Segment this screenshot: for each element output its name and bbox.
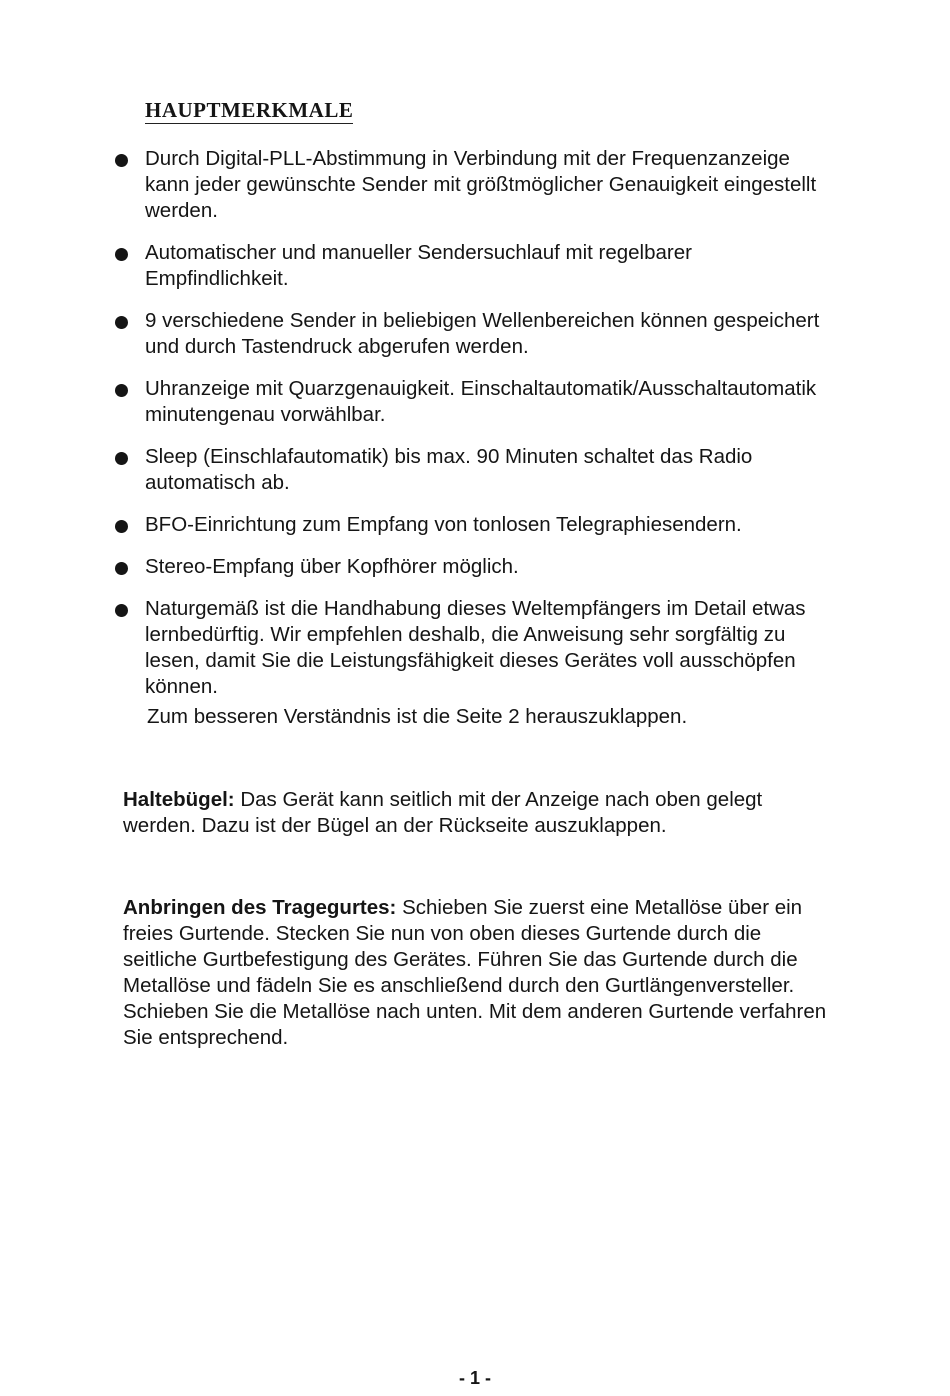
feature-text: Automatischer und manueller Sendersuchlauf mit regelbarer Empfindlichkeit. (145, 241, 692, 290)
list-item (115, 596, 835, 700)
tragegurt-label: Anbringen des Tragegurtes: (123, 896, 397, 919)
bullet-icon (115, 452, 128, 465)
bullet-icon (115, 520, 128, 533)
list-item (115, 444, 835, 496)
feature-text: Sleep (Einschlafautomatik) bis max. 90 Minuten schaltet das Radio automatisch ab. (145, 445, 753, 494)
foldout-note: Zum besseren Verständnis ist die Seite 2 herauszuklappen. (147, 705, 688, 728)
tragegurt-text: Schieben Sie zuerst eine Metallöse über ein freies Gurtende. Stecken Sie nun von oben dieses Gurtende durch die seitliche Gurtbefestigung des Gerätes. Führen Sie das Gurtende durch die Metallöse und fädeln Sie es anschließend durch den Gurtlängenversteller. Schieben Sie die Metallöse nach unten. Mit dem anderen Gurtende verfahren Sie entsprechend. (123, 896, 827, 1049)
list-item (115, 240, 835, 292)
feature-text: Naturgemäß ist die Handhabung dieses Weltempfängers im Detail etwas lernbedürftig. Wir empfehlen deshalb, die Anweisung sehr sorgfältig zu lesen, damit Sie die Leistungsfähigkeit dieses Gerätes voll ausschöpfen können. (145, 597, 806, 698)
bullet-icon (115, 384, 128, 397)
list-item (115, 308, 835, 360)
page-number: - 1 - (458, 1368, 491, 1388)
feature-text: 9 verschiedene Sender in beliebigen Wellenbereichen können gespeichert und durch Tastendruck abgerufen werden. (145, 309, 820, 358)
bullet-icon (115, 562, 128, 575)
haltebuegel-text: Das Gerät kann seitlich mit der Anzeige nach oben gelegt werden. Dazu ist der Bügel an der Rückseite auszuklappen. (123, 788, 763, 837)
bullet-icon (115, 248, 128, 261)
feature-text: Uhranzeige mit Quarzgenauigkeit. Einschaltautomatik/Ausschaltautomatik minutengenau vorwählbar. (145, 377, 817, 426)
section-heading: HAUPTMERKMALE (145, 98, 354, 122)
feature-list (115, 146, 835, 716)
feature-text: Durch Digital-PLL-Abstimmung in Verbindung mit der Frequenzanzeige kann jeder gewünschte Sender mit größtmöglicher Genauigkeit eingestellt werden. (145, 147, 817, 222)
list-item (115, 146, 835, 224)
list-item (115, 376, 835, 428)
list-item (115, 554, 835, 580)
bullet-icon (115, 154, 128, 167)
feature-text: BFO-Einrichtung zum Empfang von tonlosen Telegraphiesendern. (145, 513, 742, 536)
haltebuegel-paragraph (123, 787, 833, 839)
list-item (115, 512, 835, 538)
bullet-icon (115, 604, 128, 617)
tragegurt-paragraph (123, 895, 833, 1051)
haltebuegel-label: Haltebügel: (123, 788, 235, 811)
bullet-icon (115, 316, 128, 329)
feature-text: Stereo-Empfang über Kopfhörer möglich. (145, 555, 519, 578)
